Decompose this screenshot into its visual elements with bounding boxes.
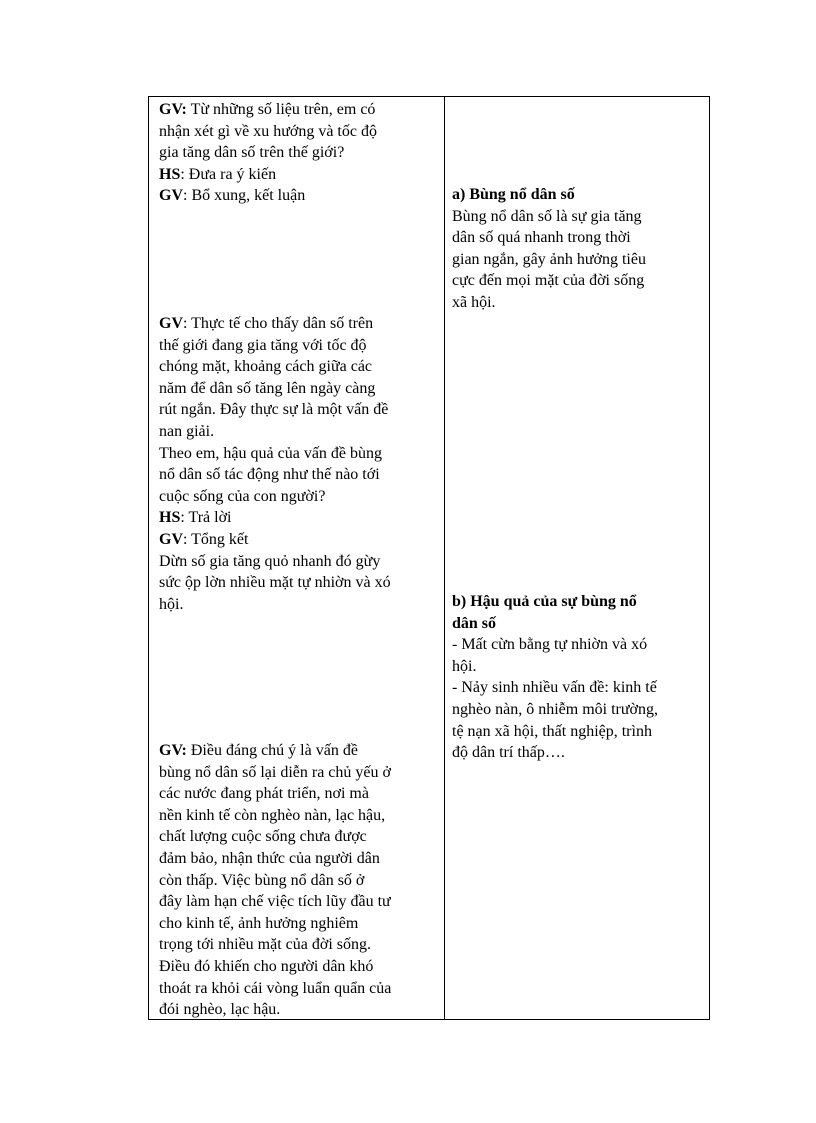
section-b-heading-line-1: b) Hậu quả của sự bùng nổ bbox=[452, 593, 637, 610]
gv-label: GV: bbox=[159, 101, 187, 118]
hs-label: HS bbox=[159, 165, 181, 183]
block3-line-6: đảm bảo, nhận thức của người dân bbox=[159, 849, 380, 867]
block3-line-7: còn thấp. Việc bùng nổ dân số ở bbox=[159, 871, 365, 889]
section-b-heading-line-2: dân số bbox=[452, 614, 497, 632]
section-b-line-6: độ dân trí thấp…. bbox=[452, 744, 565, 762]
block3-line-13: đói nghèo, lạc hậu. bbox=[159, 1001, 281, 1019]
discussion-block-2 bbox=[159, 313, 441, 615]
block2-line-9: cuộc sống của con người? bbox=[159, 487, 326, 505]
block3-line-2: bùng nổ dân số lại diễn ra chủ yếu ở bbox=[159, 763, 391, 781]
section-a bbox=[452, 184, 704, 314]
question-line-2: nhận xét gì về xu hướng và tốc độ bbox=[159, 122, 377, 140]
summary-line-2: sức ộp lờn nhiều mặt tự nhiờn và xó bbox=[159, 574, 391, 592]
block2-line-7: Theo em, hậu quả của vấn đề bùng bbox=[159, 444, 383, 462]
summary-line-1: Dừn số gia tăng quỏ nhanh đó gừy bbox=[159, 552, 381, 570]
block2-line-5: rút ngắn. Đây thực sự là một vấn đề bbox=[159, 401, 389, 419]
block3-line-9: cho kinh tế, ảnh hưởng nghiêm bbox=[159, 914, 359, 932]
block3-line-3: các nước đang phát triển, nơi mà bbox=[159, 785, 369, 803]
gv-summary-line: GV: Tổng kết bbox=[159, 530, 249, 548]
gv-label: GV bbox=[159, 315, 183, 332]
section-a-heading: a) Bùng nổ dân số bbox=[452, 186, 575, 203]
section-b-line-1: - Mất cừn bằng tự nhiờn và xó bbox=[452, 636, 648, 654]
section-b-line-5: tệ nạn xã hội, thất nghiệp, trình bbox=[452, 722, 652, 740]
section-a-line-2: dân số quá nhanh trong thời bbox=[452, 229, 631, 247]
hs-response-line: HS: Trả lời bbox=[159, 509, 232, 527]
section-b-line-4: nghèo nàn, ô nhiễm môi trường, bbox=[452, 700, 658, 718]
discussion-block-1 bbox=[159, 99, 441, 207]
block3-line-8: đây làm hạn chế việc tích lũy đầu tư bbox=[159, 893, 391, 911]
hs-label: HS bbox=[159, 509, 181, 527]
lesson-table bbox=[148, 96, 710, 1020]
block2-line-4: năm để dân số tăng lên ngày càng bbox=[159, 379, 376, 397]
section-a-line-1: Bùng nổ dân số là sự gia tăng bbox=[452, 207, 642, 225]
block3-line-4: nền kinh tế còn nghèo nàn, lạc hậu, bbox=[159, 806, 386, 824]
section-a-line-4: cực đến mọi mặt của đời sống bbox=[452, 272, 645, 290]
gv-label: GV bbox=[159, 187, 183, 205]
block3-line-1: GV: Điều đáng chú ý là vấn đề bbox=[159, 742, 358, 759]
block3-line-5: chất lượng cuộc sống chưa được bbox=[159, 828, 367, 846]
section-a-line-3: gian ngắn, gây ảnh hưởng tiêu bbox=[452, 250, 646, 268]
block2-line-8: nổ dân số tác động như thế nào tới bbox=[159, 466, 380, 484]
block3-line-12: thoát ra khỏi cái vòng luẩn quẩn của bbox=[159, 979, 392, 997]
block2-line-3: chóng mặt, khoảng cách giữa các bbox=[159, 358, 373, 376]
block3-line-11: Điều đó khiến cho người dân khó bbox=[159, 957, 374, 975]
block3-line-10: trọng tới nhiều mặt của đời sống. bbox=[159, 936, 371, 954]
content-column bbox=[445, 97, 709, 1019]
section-b bbox=[452, 591, 704, 764]
block2-line-6: nan giải. bbox=[159, 422, 215, 440]
question-line-3: gia tăng dân số trên thế giới? bbox=[159, 144, 345, 162]
section-b-line-3: - Nảy sinh nhiều vấn đề: kinh tế bbox=[452, 679, 657, 697]
hs-response-line: HS: Đưa ra ý kiến bbox=[159, 165, 277, 183]
block2-line-1: GV: Thực tế cho thấy dân số trên bbox=[159, 315, 374, 332]
summary-line-3: hội. bbox=[159, 595, 184, 613]
teacher-activity-column bbox=[149, 97, 445, 1019]
gv-label: GV bbox=[159, 530, 183, 548]
question-line-1: GV: Từ những số liệu trên, em có bbox=[159, 101, 376, 118]
discussion-block-3 bbox=[159, 740, 441, 1021]
gv-label: GV: bbox=[159, 742, 187, 759]
block2-line-2: thế giới đang gia tăng với tốc độ bbox=[159, 336, 367, 354]
section-a-line-5: xã hội. bbox=[452, 293, 496, 311]
section-b-line-2: hội. bbox=[452, 657, 477, 675]
gv-conclusion-line: GV: Bổ xung, kết luận bbox=[159, 187, 306, 205]
